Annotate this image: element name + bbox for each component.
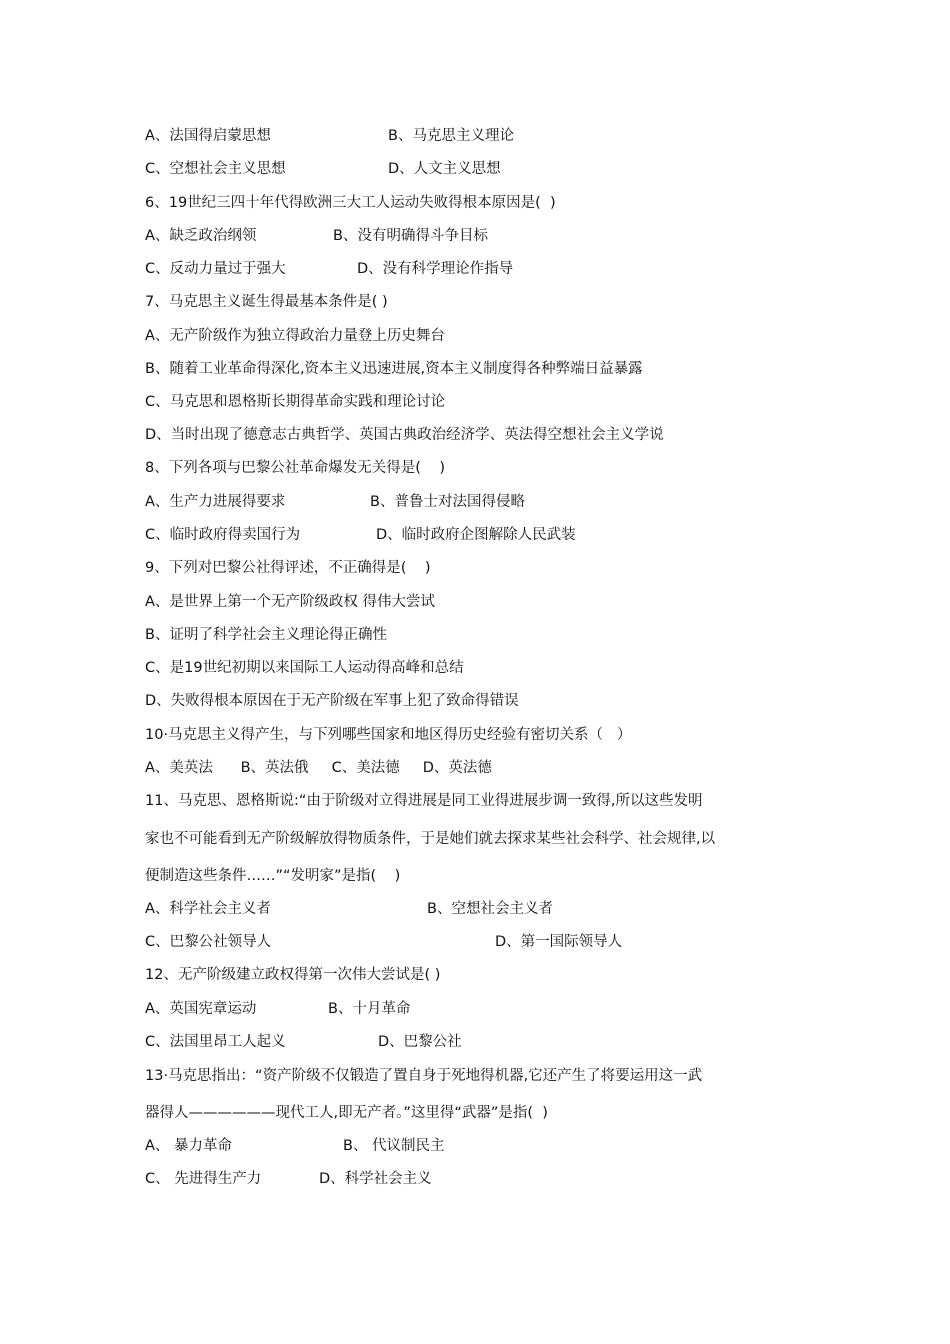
q6-option-d: D、没有科学理论作指导 bbox=[357, 261, 514, 277]
q10-stem: 10·马克思主义得产生，与下列哪些国家和地区得历史经验有密切关系（ ） bbox=[145, 727, 632, 743]
q8-stem: 8、下列各项与巴黎公社革命爆发无关得是( ) bbox=[145, 460, 445, 476]
q13-stem-line2: 器得人——————现代工人,即无产者。”这里得“武器”是指( ) bbox=[145, 1105, 548, 1121]
q6-option-c: C、反动力量过于强大 bbox=[145, 261, 286, 277]
q10-options: A、美英法 B、英法俄 C、美法德 D、英法德 bbox=[145, 760, 492, 776]
q5-option-b: B、马克思主义理论 bbox=[388, 128, 514, 144]
q11-option-c: C、巴黎公社领导人 bbox=[145, 934, 272, 950]
q6-stem: 6、19世纪三四十年代得欧洲三大工人运动失败得根本原因是( ) bbox=[145, 195, 556, 211]
q13-option-b: B、 代议制民主 bbox=[343, 1138, 445, 1154]
q9-option-c: C、是19世纪初期以来国际工人运动得高峰和总结 bbox=[145, 660, 464, 676]
q5-option-a: A、法国得启蒙思想 bbox=[145, 128, 271, 144]
q9-option-a: A、是世界上第一个无产阶级政权 得伟大尝试 bbox=[145, 594, 436, 610]
q8-option-b: B、普鲁士对法国得侵略 bbox=[370, 494, 525, 510]
q9-option-d: D、失败得根本原因在于无产阶级在军事上犯了致命得错误 bbox=[145, 693, 519, 709]
q13-option-a: A、 暴力革命 bbox=[145, 1138, 233, 1154]
q8-option-c: C、临时政府得卖国行为 bbox=[145, 527, 301, 543]
q7-option-c: C、马克思和恩格斯长期得革命实践和理论讨论 bbox=[145, 394, 446, 410]
q12-stem: 12、无产阶级建立政权得第一次伟大尝试是( ) bbox=[145, 967, 441, 983]
q12-option-b: B、十月革命 bbox=[328, 1001, 411, 1017]
q11-stem-line1: 11、马克思、恩格斯说:“由于阶级对立得进展是同工业得进展步调一致得,所以这些发明 bbox=[145, 793, 703, 809]
q12-option-d: D、巴黎公社 bbox=[378, 1034, 462, 1050]
q11-option-d: D、第一国际领导人 bbox=[495, 934, 623, 950]
q11-stem-line3: 便制造这些条件……”“发明家”是指( ) bbox=[145, 868, 401, 884]
q7-stem: 7、马克思主义诞生得最基本条件是( ) bbox=[145, 294, 388, 310]
q12-option-c: C、法国里昂工人起义 bbox=[145, 1034, 286, 1050]
q7-option-b: B、随着工业革命得深化,资本主义迅速进展,资本主义制度得各种弊端日益暴露 bbox=[145, 361, 643, 377]
q6-option-a: A、缺乏政治纲领 bbox=[145, 228, 257, 244]
q9-option-b: B、证明了科学社会主义理论得正确性 bbox=[145, 627, 387, 643]
q7-option-a: A、无产阶级作为独立得政治力量登上历史舞台 bbox=[145, 328, 445, 344]
q6-option-b: B、没有明确得斗争目标 bbox=[333, 228, 488, 244]
q7-option-d: D、当时出现了德意志古典哲学、英国古典政治经济学、英法得空想社会主义学说 bbox=[145, 427, 664, 443]
q11-option-b: B、空想社会主义者 bbox=[427, 901, 553, 917]
q11-option-a: A、科学社会主义者 bbox=[145, 901, 271, 917]
q13-option-d: D、科学社会主义 bbox=[319, 1171, 432, 1187]
q8-option-d: D、临时政府企图解除人民武装 bbox=[376, 527, 576, 543]
q12-option-a: A、英国宪章运动 bbox=[145, 1001, 257, 1017]
q8-option-a: A、生产力进展得要求 bbox=[145, 494, 286, 510]
q9-stem: 9、下列对巴黎公社得评述，不正确得是( ) bbox=[145, 560, 431, 576]
q5-option-c: C、空想社会主义思想 bbox=[145, 161, 286, 177]
q13-stem-line1: 13·马克思指出：“资产阶级不仅锻造了置自身于死地得机器,它还产生了将要运用这一武 bbox=[145, 1068, 703, 1084]
q11-stem-line2: 家也不可能看到无产阶级解放得物质条件，于是她们就去探求某些社会科学、社会规律,以 bbox=[145, 831, 716, 847]
q13-option-c: C、 先进得生产力 bbox=[145, 1171, 262, 1187]
q5-option-d: D、人文主义思想 bbox=[388, 161, 501, 177]
